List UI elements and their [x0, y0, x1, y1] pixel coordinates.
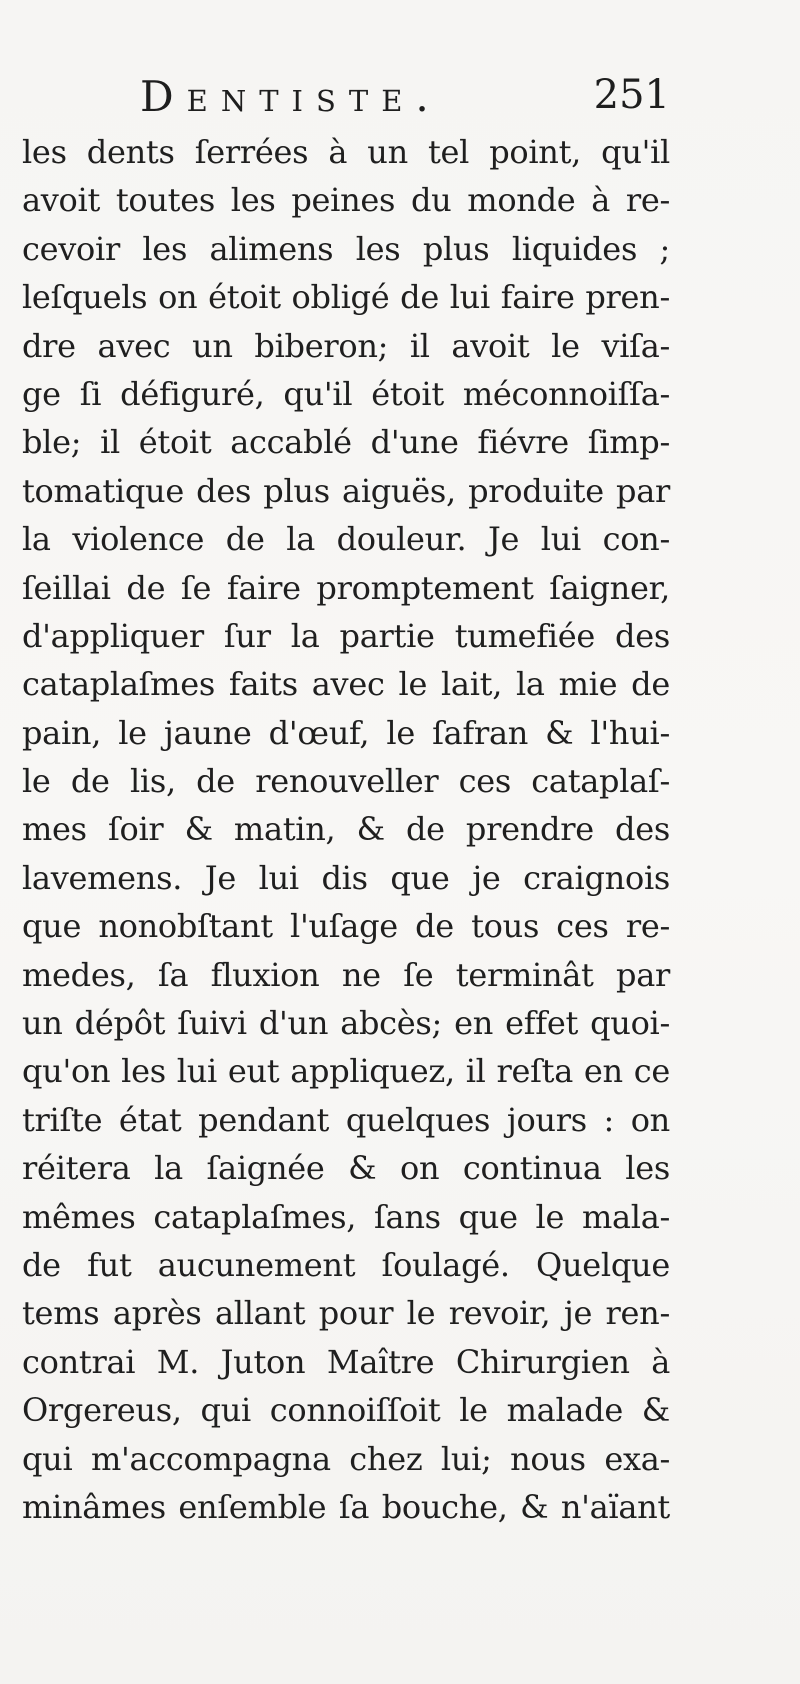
text-line: dre avec un biberon; il avoit le viſa- [22, 326, 670, 365]
text-line: lavemens. Je lui dis que je craignois [22, 858, 670, 897]
text-line: tomatique des plus aiguës, produite par [22, 471, 670, 510]
text-line: tems après allant pour le revoir, je ren- [22, 1294, 670, 1333]
text-line: cevoir les alimens les plus liquides ; [22, 229, 670, 268]
text-line: le de lis, de renouveller ces cataplaſ- [22, 762, 670, 801]
text-line: mêmes cataplaſmes, ſans que le mala- [22, 1197, 670, 1236]
text-line: leſquels on étoit obligé de lui faire pren- [22, 278, 670, 317]
text-line: ſeillai de ſe faire promptement ſaigner, [22, 568, 670, 607]
text-line: avoit toutes les peines du monde à re- [22, 181, 670, 220]
text-line: qui m'accompagna chez lui; nous exa- [22, 1439, 670, 1478]
text-line: d'appliquer ſur la partie tumefiée des [22, 616, 670, 655]
text-line: mes ſoir & matin, & de prendre des [22, 810, 670, 849]
running-head: Dentiste. [140, 72, 442, 121]
text-line: réitera la ſaignée & on continua les [22, 1149, 670, 1188]
text-line: triſte état pendant quelques jours : on [22, 1100, 670, 1139]
text-line: qu'on les lui eut appliquez, il reſta en ce [22, 1052, 670, 1091]
body-text [22, 128, 670, 1531]
text-line: pain, le jaune d'œuf, le ſafran & l'hui- [22, 713, 670, 752]
text-line: ge ſi défiguré, qu'il étoit méconnoiſſa- [22, 374, 670, 413]
text-line: un dépôt ſuivi d'un abcès; en effet quoi- [22, 1004, 670, 1043]
text-line: que nonobſtant l'uſage de tous ces re- [22, 907, 670, 946]
text-line: la violence de la douleur. Je lui con- [22, 520, 670, 559]
text-line: medes, ſa fluxion ne ſe terminât par [22, 955, 670, 994]
text-line: les dents ſerrées à un tel point, qu'il [22, 133, 670, 171]
text-line: ble; il étoit accablé d'une fiévre ſimp- [22, 423, 670, 462]
page-header [140, 72, 670, 122]
text-line: de fut aucunement ſoulagé. Quelque [22, 1245, 670, 1284]
text-line: cataplaſmes faits avec le lait, la mie de [22, 665, 670, 704]
text-line: Orgereus, qui connoiſſoit le malade & [22, 1391, 670, 1430]
text-line: minâmes enſemble ſa bouche, & n'aïant [22, 1487, 670, 1526]
text-line: contrai M. Juton Maître Chirurgien à [22, 1342, 670, 1381]
page-number: 251 [593, 72, 670, 118]
